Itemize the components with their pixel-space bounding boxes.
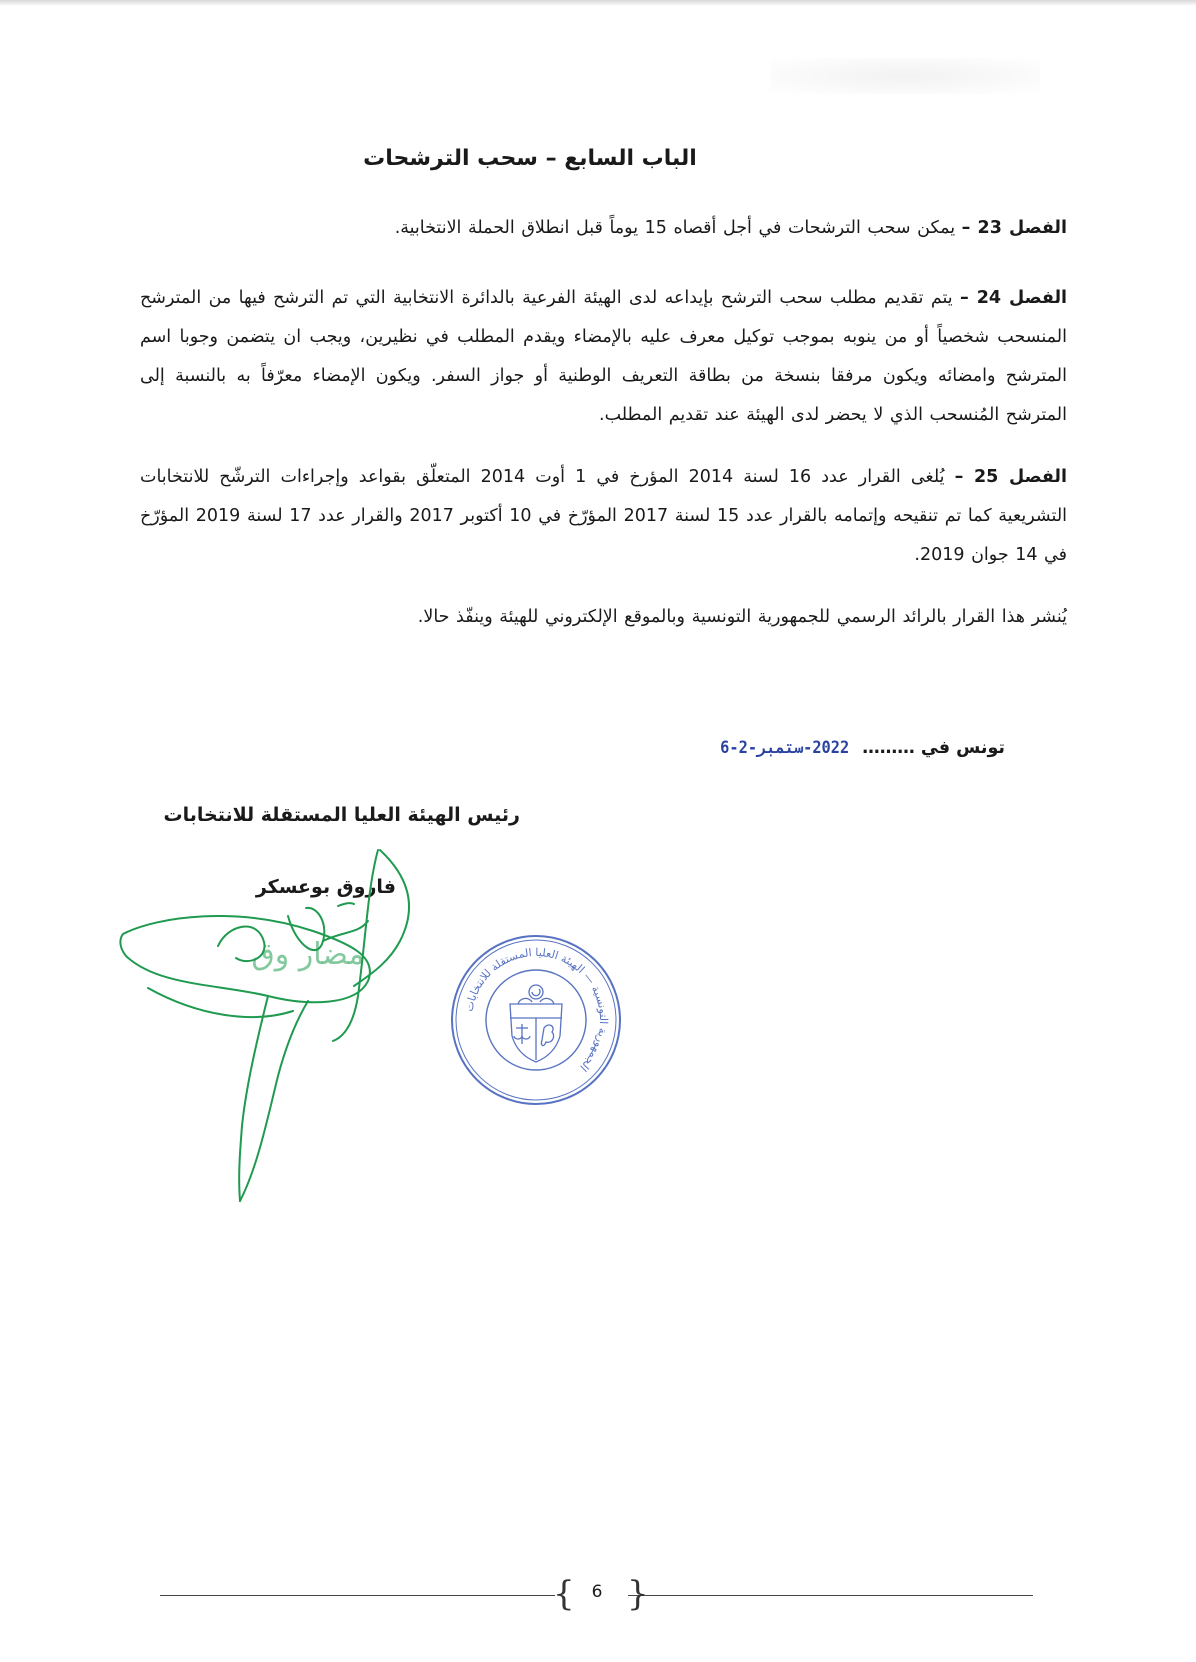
article-24 xyxy=(140,279,1067,435)
footer-rule-right xyxy=(628,1595,1033,1596)
page-number-brace-right: } xyxy=(627,1574,649,1614)
article-24-label: الفصل 24 – xyxy=(960,288,1068,308)
article-23-text: يمكن سحب الترشحات في أجل أقصاه 15 يوماً قبل انطلاق الحملة الانتخابية. xyxy=(394,218,962,238)
article-23 xyxy=(140,209,1067,248)
article-25-text: يُلغى القرار عدد 16 لسنة 2014 المؤرخ في 1 أوت 2014 المتعلّق بقواعد وإجراءات الترشّح للانتخابات التشريعية كما تم تنقيحه وإتمامه بالقرار عدد 15 لسنة 2017 المؤرّخ في 10 أكتوبر 2017 والقرار عدد 17 لسنة 2019 المؤرّخ في 14 جوان 2019. xyxy=(140,467,1068,565)
signature-lettering: مضار وق xyxy=(251,937,365,972)
section-heading: الباب السابع – سحب الترشحات xyxy=(363,146,697,171)
page-number: 6 xyxy=(591,1582,603,1602)
coat-of-arms-icon xyxy=(510,985,562,1062)
publication-clause: يُنشر هذا القرار بالرائد الرسمي للجمهورية التونسية وبالموقع الإلكتروني للهيئة وينفّذ حالا. xyxy=(417,607,1067,627)
bleed-through-mark xyxy=(770,58,1040,94)
article-24-text: يتم تقديم مطلب سحب الترشح بإيداعه لدى الهيئة الفرعية بالدائرة الانتخابية التي تم الترشح فيها من المترشح المنسحب شخصياً أو من ينوبه بموجب توكيل معرف عليه بالإمضاء ويقدم المطلب في نظيرين، ويجب ان يتضمن وجوبا اسم المترشح وامضائه ويكون مرفقا بنسخة من بطاقة التعريف الوطنية أو جواز السفر. ويكون الإمضاء معرّفاً به بالنسبة إلى المترشح المُنسحب الذي لا يحضر لدى الهيئة عند تقديم المطلب. xyxy=(140,288,1067,425)
seal-ring-text: الجمهورية التونسية — الهيئة العليا المستقلة للانتخابات xyxy=(462,945,611,1075)
article-23-label: الفصل 23 – xyxy=(961,218,1067,238)
date-prefix: تونس في xyxy=(920,738,1005,758)
page-number-brace-left: { xyxy=(553,1574,575,1614)
footer-rule-left xyxy=(160,1595,555,1596)
top-edge-shadow xyxy=(0,0,1196,6)
date-dots: ……… xyxy=(862,738,915,758)
handwritten-signature xyxy=(118,846,458,1206)
article-25 xyxy=(140,458,1067,575)
article-25-label: الفصل 25 – xyxy=(954,467,1067,487)
signer-name: فاروق بوعسكر xyxy=(255,876,396,898)
date-stamp: 2022-ستمبر-2-6 xyxy=(720,738,850,758)
official-seal xyxy=(448,932,624,1108)
date-line xyxy=(720,738,1005,758)
president-title: رئيس الهيئة العليا المستقلة للانتخابات xyxy=(163,804,520,826)
